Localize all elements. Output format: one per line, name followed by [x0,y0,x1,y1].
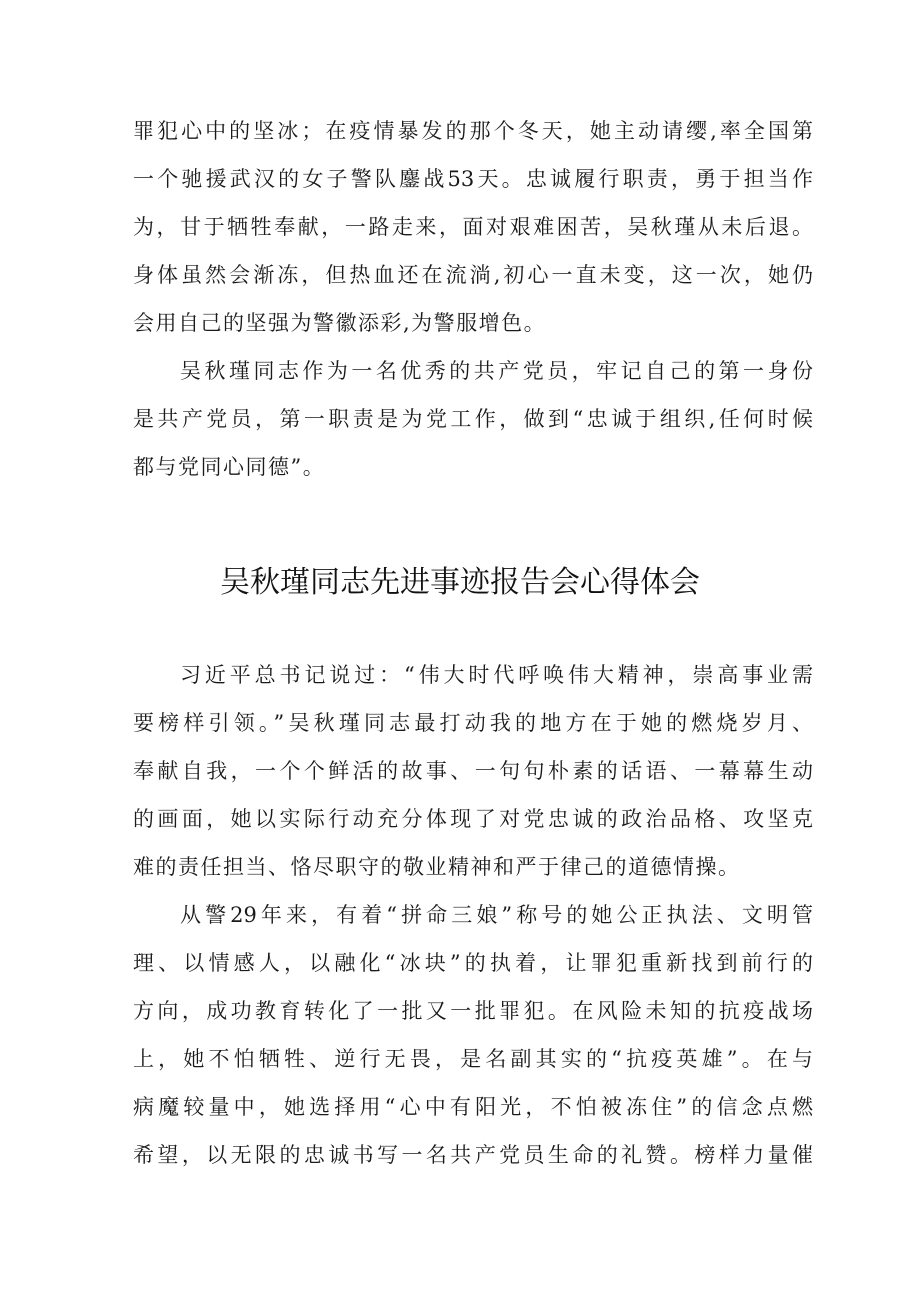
paragraph-line: 是共产党员，第一职责是为党工作，做到“忠诚于组织,任何时候 [133,407,813,431]
paragraph-line: 奉献自我，一个个鲜活的故事、一句句朴素的话语、一幕幕生动 [133,759,813,783]
paragraph-line: 理、以情感人，以融化“冰块”的执着，让罪犯重新找到前行的 [133,951,813,975]
paragraph-line: 从警29年来，有着“拼命三娘”称号的她公正执法、文明管 [180,903,813,927]
document-title: 吴秋瑾同志先进事迹报告会心得体会 [220,565,700,600]
paragraph-line: 上，她不怕牺牲、逆行无畏，是名副其实的“抗疫英雄”。在与 [133,1047,813,1071]
paragraph-line: 希望，以无限的忠诚书写一名共产党员生命的礼赞。榜样力量催 [133,1143,813,1167]
paragraph-line: 都与党同心同德”。 [133,455,326,479]
paragraph-line: 罪犯心中的坚冰；在疫情暴发的那个冬天，她主动请缨,率全国第 [133,119,813,143]
paragraph-line: 难的责任担当、恪尽职守的敬业精神和严于律己的道德情操。 [133,855,741,879]
paragraph-line: 的画面，她以实际行动充分体现了对党忠诚的政治品格、攻坚克 [133,807,813,831]
paragraph-line: 方向，成功教育转化了一批又一批罪犯。在风险未知的抗疫战场 [133,999,813,1023]
paragraph-line: 会用自己的坚强为警徽添彩,为警服增色。 [133,311,547,335]
paragraph-line: 一个驰援武汉的女子警队鏖战53天。忠诚履行职责，勇于担当作 [133,167,813,191]
paragraph-line: 要榜样引领。”吴秋瑾同志最打动我的地方在于她的燃烧岁月、 [133,711,813,735]
paragraph-line: 吴秋瑾同志作为一名优秀的共产党员，牢记自己的第一身份 [180,359,813,383]
paragraph-line: 习近平总书记说过：“伟大时代呼唤伟大精神，崇高事业需 [180,663,813,687]
paragraph-line: 为，甘于牺牲奉献，一路走来，面对艰难困苦，吴秋瑾从未后退。 [133,215,813,239]
paragraph-line: 病魔较量中，她选择用“心中有阳光，不怕被冻住”的信念点燃 [133,1095,813,1119]
paragraph-line: 身体虽然会渐冻，但热血还在流淌,初心一直未变，这一次，她仍 [133,263,813,287]
